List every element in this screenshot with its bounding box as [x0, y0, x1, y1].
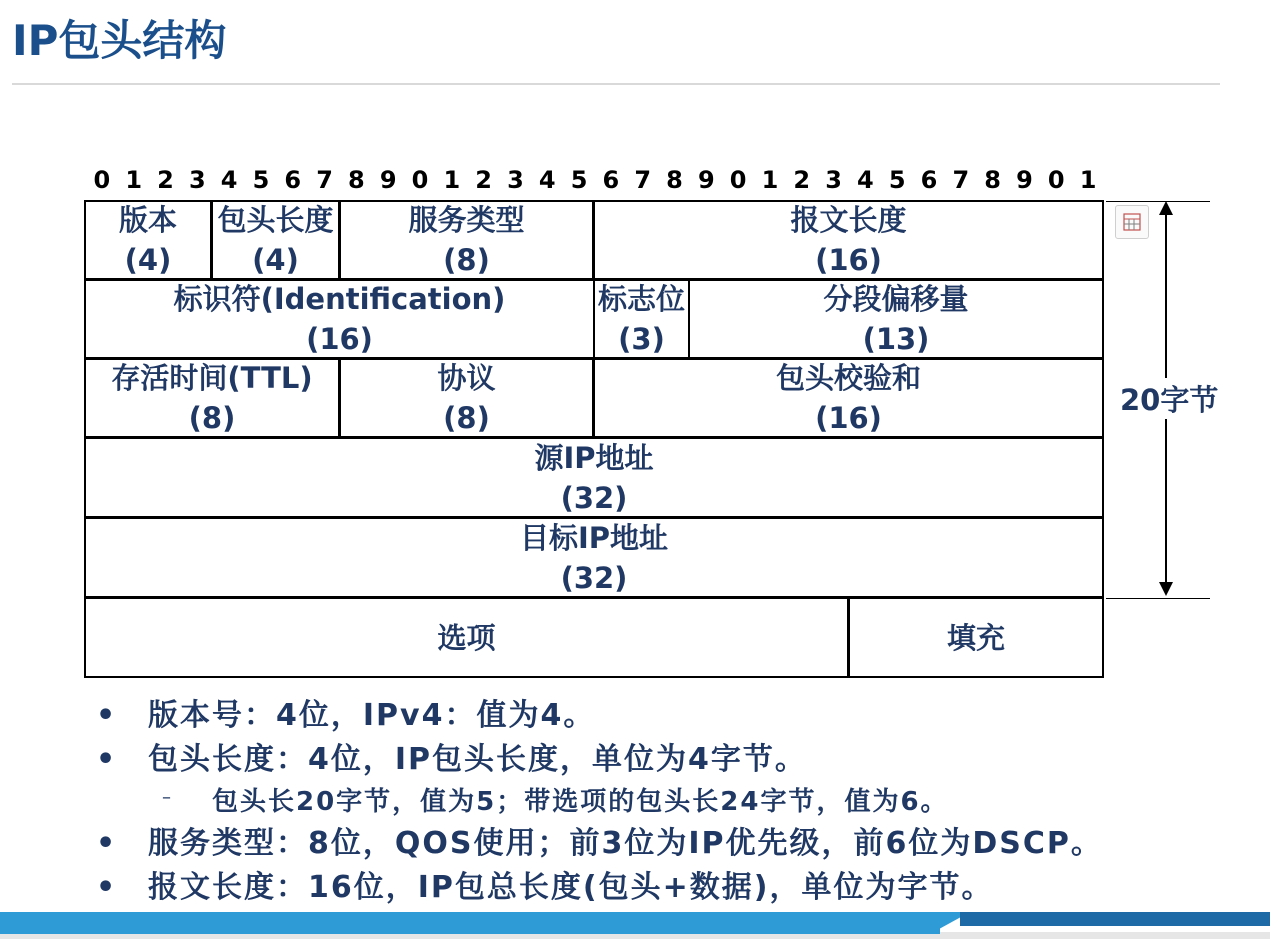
field-identification [84, 279, 595, 359]
size-top-line [1106, 201, 1210, 202]
bit-index-label: 9 [1016, 166, 1033, 194]
bit-index-label: 1 [761, 166, 779, 194]
bit-index-label: 1 [125, 166, 143, 194]
header-size-label: 20字节 [1118, 378, 1220, 419]
field-bits: (16) [815, 243, 882, 277]
field-source-ip [84, 437, 1104, 518]
bullet-text: 包头长度：4位，IP包头长度，单位为4字节。 [148, 742, 807, 777]
bit-index-label: 4 [220, 166, 238, 194]
bullet-text: 服务类型：8位，QOS使用；前3位为IP优先级，前6位为DSCP。 [148, 826, 1103, 861]
field-checksum [593, 358, 1104, 438]
bit-ruler [86, 166, 1104, 196]
field-options [84, 597, 849, 678]
field-bits: (3) [618, 322, 665, 356]
bit-index-label: 2 [793, 166, 811, 194]
field-bits: (8) [188, 401, 236, 435]
field-bits: (13) [862, 322, 930, 356]
bit-index-label: 3 [507, 166, 524, 194]
bit-index-label: 8 [348, 166, 365, 194]
bullet-marker: • [96, 826, 116, 861]
list-item [96, 738, 1256, 782]
field-bits: (8) [443, 243, 490, 277]
field-name: 填充 [946, 620, 1005, 655]
field-name: 分段偏移量 [823, 282, 969, 316]
bit-index-label: 1 [443, 166, 461, 194]
field-fragment-offset [688, 279, 1104, 359]
field-name: 源IP地址 [534, 440, 654, 475]
bit-index-label: 8 [984, 166, 1001, 194]
bullet-text: 报文长度：16位，IP包总长度(包头+数据)，单位为字节。 [148, 870, 994, 905]
field-bits: (16) [306, 322, 373, 356]
title-divider [12, 83, 1220, 85]
bit-index-label: 7 [634, 166, 652, 194]
bit-index-label: 2 [475, 166, 492, 194]
field-name: 报文长度 [790, 203, 907, 237]
field-name: 协议 [437, 361, 496, 395]
bullet-marker: • [96, 742, 116, 777]
bit-index-label: 0 [729, 166, 747, 194]
field-tos [339, 200, 594, 280]
arrow-down-icon [1159, 582, 1173, 596]
field-bits: (32) [560, 480, 628, 515]
bit-index-label: 0 [411, 166, 429, 194]
field-bits: (8) [443, 401, 490, 435]
bit-index-label: 0 [1047, 166, 1065, 194]
field-name: 包头长度 [217, 203, 334, 237]
field-name: 包头校验和 [775, 361, 921, 395]
bit-index-label: 0 [93, 166, 111, 194]
bit-index-label: 1 [1079, 166, 1097, 194]
field-destination-ip [84, 517, 1104, 598]
field-ihl [211, 200, 340, 280]
bit-index-label: 7 [316, 166, 333, 194]
bit-index-label: 7 [952, 166, 970, 194]
field-name: 目标IP地址 [519, 520, 669, 555]
page-title: IP包头结构 [12, 16, 227, 65]
field-bits: (4) [124, 243, 172, 277]
footer-bar [0, 912, 940, 934]
bit-index-label: 5 [888, 166, 906, 194]
arrow-up-icon [1159, 201, 1173, 215]
field-version [84, 200, 212, 280]
field-padding [848, 597, 1104, 678]
field-name: 存活时间(TTL) [111, 361, 313, 395]
field-name: 选项 [437, 620, 496, 655]
field-bits: (16) [815, 401, 882, 435]
notes-list [96, 694, 1256, 910]
field-ttl [84, 358, 340, 438]
bullet-marker: • [96, 870, 116, 905]
bit-index-label: 9 [697, 166, 715, 194]
bit-index-label: 4 [538, 166, 556, 194]
field-flags [593, 279, 690, 359]
sub-bullet-marker: – [162, 787, 171, 808]
list-item [96, 866, 1256, 910]
size-bottom-line [1106, 598, 1210, 599]
bit-index-label: 6 [284, 166, 302, 194]
bullet-text: 版本号：4位，IPv4：值为4。 [148, 698, 596, 733]
bit-index-label: 3 [825, 166, 842, 194]
bit-index-label: 6 [602, 166, 620, 194]
bit-index-label: 4 [857, 166, 874, 194]
bit-index-label: 5 [252, 166, 270, 194]
field-bits: (32) [560, 560, 628, 595]
field-name: 服务类型 [408, 203, 525, 237]
field-name: 标志位 [597, 282, 685, 316]
bit-index-label: 6 [920, 166, 938, 194]
field-protocol [339, 358, 594, 438]
bit-index-label: 8 [666, 166, 683, 194]
bit-index-label: 2 [157, 166, 174, 194]
bit-index-label: 3 [188, 166, 206, 194]
footer-dark-bar [960, 912, 1270, 926]
table-icon[interactable] [1115, 205, 1149, 239]
bit-index-label: 9 [379, 166, 397, 194]
sub-bullet-text: 包头长20字节，值为5；带选项的包头长24字节，值为6。 [212, 787, 949, 817]
field-name: 标识符(Identification) [173, 282, 506, 316]
list-item [96, 694, 1256, 738]
bit-index-label: 5 [570, 166, 588, 194]
sub-list-item [96, 782, 1256, 822]
field-name: 版本 [118, 203, 177, 237]
list-item [96, 822, 1256, 866]
field-bits: (4) [252, 243, 299, 277]
field-total-length [593, 200, 1104, 280]
bullet-marker: • [96, 698, 116, 733]
